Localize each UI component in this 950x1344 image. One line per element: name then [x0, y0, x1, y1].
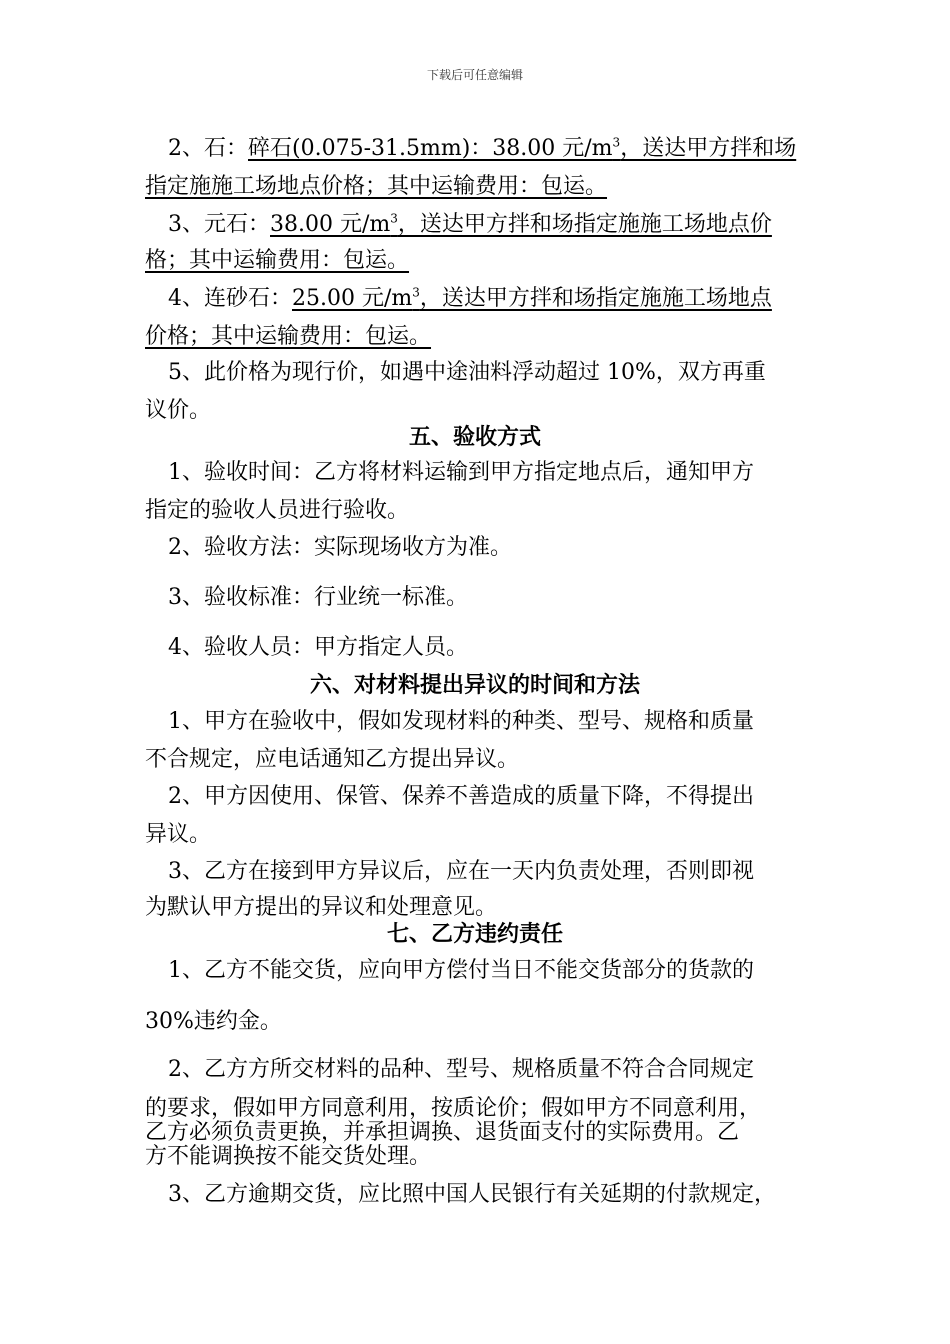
price-item-2-price [248, 136, 796, 161]
breach-item-1-line-1: 1、乙方不能交货，应向甲方偿付当日不能交货部分的货款的 [168, 958, 754, 983]
price-item-4-line-2: 价格；其中运输费用：包运。 [145, 324, 432, 349]
breach-item-2-line-2: 的要求，假如甲方同意利用，按质论价；假如甲方不同意利用， [145, 1096, 762, 1121]
price-item-3-value: 38.00 元/m [270, 212, 391, 237]
breach-item-2-line-1: 2、乙方方所交材料的品种、型号、规格质量不符合合同规定 [168, 1057, 754, 1082]
breach-item-1-line-2: 30%违约金。 [145, 1009, 282, 1034]
inspection-item-4: 4、验收人员：甲方指定人员。 [168, 635, 468, 660]
price-item-3-delivery: ，送达甲方拌和场指定施施工场地点价 [397, 212, 772, 237]
objection-item-1-line-2: 不合规定，应电话通知乙方提出异议。 [145, 747, 520, 772]
objection-item-2-line-1: 2、甲方因使用、保管、保养不善造成的质量下降，不得提出 [168, 784, 754, 809]
inspection-item-2: 2、验收方法：实际现场收方为准。 [168, 535, 512, 560]
price-item-4-delivery: ，送达甲方拌和场指定施施工场地点 [419, 286, 772, 311]
inspection-item-1-line-2: 指定的验收人员进行验收。 [145, 498, 410, 523]
price-item-4-value: 25.00 元/m [292, 286, 413, 311]
section-7-title: 七、乙方违约责任 [386, 921, 563, 947]
price-item-4-price [292, 286, 772, 311]
breach-item-2-line-3: 乙方必须负责更换，并承担调换、退货面支付的实际费用。乙 [145, 1120, 740, 1145]
page-header: 下载后可任意编辑 [426, 68, 523, 82]
price-item-3-prefix: 3、元石： [168, 212, 270, 237]
inspection-item-1-line-1: 1、验收时间：乙方将材料运输到甲方指定地点后，通知甲方 [168, 460, 754, 485]
objection-item-3-line-2: 为默认甲方提出的异议和处理意见。 [145, 895, 498, 920]
price-item-4-prefix: 4、连砂石： [168, 286, 292, 311]
price-item-2-prefix: 2、石： [168, 136, 248, 161]
cubic-superscript: 3 [412, 285, 420, 300]
price-item-2-line-2: 指定施施工场地点价格；其中运输费用：包运。 [145, 174, 608, 199]
objection-item-1-line-1: 1、甲方在验收中，假如发现材料的种类、型号、规格和质量 [168, 709, 754, 734]
breach-item-2-line-4: 方不能调换按不能交货处理。 [145, 1144, 432, 1169]
objection-item-2-line-2: 异议。 [145, 822, 212, 847]
objection-item-3-line-1: 3、乙方在接到甲方异议后，应在一天内负责处理，否则即视 [168, 859, 754, 884]
price-item-3-line-1 [168, 210, 772, 240]
price-item-4-line-1 [168, 284, 772, 314]
cubic-superscript: 3 [612, 135, 621, 150]
cubic-superscript: 3 [390, 211, 398, 226]
inspection-item-3: 3、验收标准：行业统一标准。 [168, 585, 468, 610]
price-item-2-value: 碎石(0.075-31.5mm)：38.00 元/m [248, 136, 613, 161]
price-item-5-line-2: 议价。 [145, 398, 212, 423]
price-item-2-delivery: ，送达甲方拌和场 [620, 136, 797, 161]
section-6-title: 六、对材料提出异议的时间和方法 [309, 672, 640, 698]
price-item-3-price [270, 212, 772, 237]
section-5-title: 五、验收方式 [408, 424, 541, 450]
price-item-5-line-1: 5、此价格为现行价，如遇中途油料浮动超过 10%，双方再重 [168, 360, 766, 385]
breach-item-3-line-1: 3、乙方逾期交货，应比照中国人民银行有关延期的付款规定， [168, 1182, 776, 1207]
price-item-3-line-2: 格；其中运输费用：包运。 [145, 248, 410, 273]
price-item-2-line-1 [168, 134, 796, 164]
